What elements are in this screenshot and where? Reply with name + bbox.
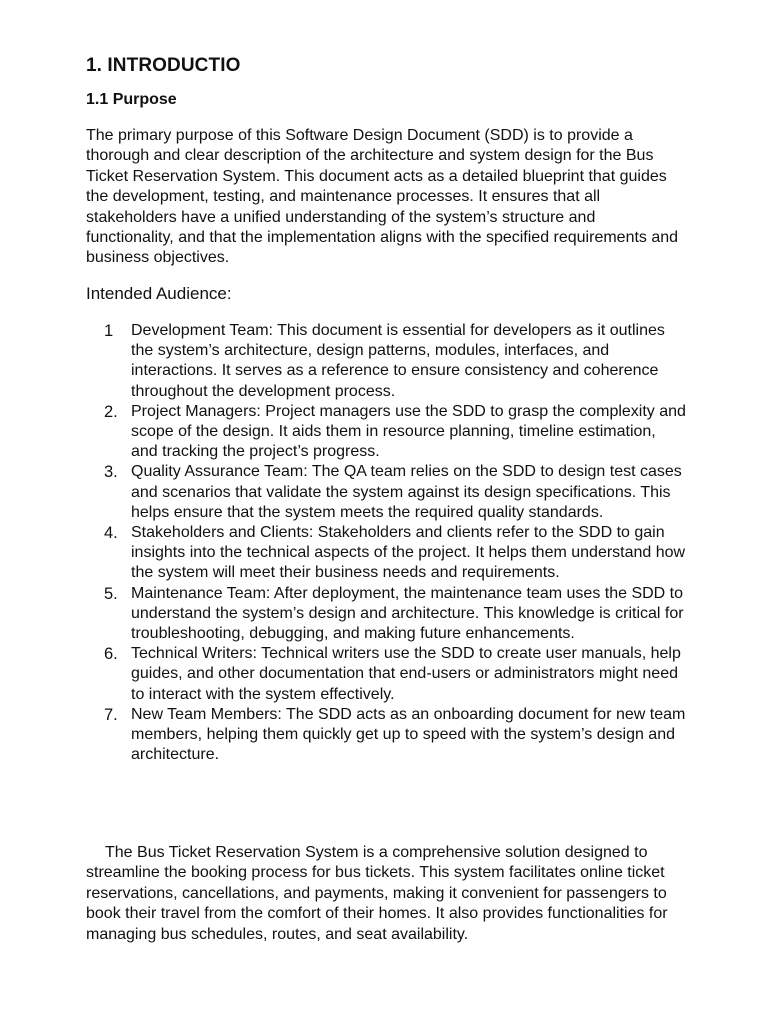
purpose-paragraph: The primary purpose of this Software Design Document (SDD) is to provide a thorough and clear description of the architecture and system design for the Bus Ticket Reservation System. This document acts as a detailed blueprint that guides the development, testing, and maintenance processes. It ensures that all stakeholders have a unified understanding of the system’s structure and functionality, and that the implementation aligns with the specified requirements and business objectives. bbox=[86, 127, 679, 267]
list-item-number: 6. bbox=[104, 645, 118, 664]
list-item bbox=[86, 321, 686, 402]
list-item-text: Project Managers: Project managers use the SDD to grasp the complexity and scope of the design. It aids them in resource planning, timeline estimation, and tracking the project’s progress. bbox=[131, 402, 686, 461]
list-item-number: 3. bbox=[104, 463, 118, 482]
list-item-number: 7. bbox=[104, 705, 118, 724]
list-item bbox=[86, 644, 686, 705]
list-item-number: 5. bbox=[104, 584, 118, 603]
list-item-text: Quality Assurance Team: The QA team relies on the SDD to design test cases and scenarios that validate the system against its design specifications. This helps ensure that the system meets the required quality standards. bbox=[131, 463, 682, 521]
list-item-text: Maintenance Team: After deployment, the maintenance team uses the SDD to understand the system’s design and architecture. This knowledge is critical for troubleshooting, debugging, and making future enhancements. bbox=[131, 584, 684, 643]
closing-paragraph: The Bus Ticket Reservation System is a comprehensive solution designed to streamline the booking process for bus tickets. This system facilitates online ticket reservations, cancellations, and payments, making it convenient for passengers to book their travel from the comfort of their homes. It also provides functionalities for managing bus schedules, routes, and seat availability. bbox=[86, 844, 668, 943]
audience-label: Intended Audience: bbox=[86, 284, 232, 303]
list-item-number: 2. bbox=[104, 402, 118, 421]
list-item bbox=[86, 402, 686, 463]
list-item bbox=[86, 462, 686, 523]
audience-list bbox=[86, 321, 686, 765]
section-heading: 1. INTRODUCTIO bbox=[86, 55, 241, 76]
list-item-number: 1 bbox=[104, 322, 114, 340]
list-item-number: 4. bbox=[104, 524, 118, 543]
list-item-text: New Team Members: The SDD acts as an onboarding document for new team members, helping them quickly get up to speed with the system’s design and architecture. bbox=[131, 705, 686, 764]
list-item bbox=[86, 523, 686, 584]
list-item bbox=[86, 584, 686, 645]
list-item-text: Stakeholders and Clients: Stakeholders and clients refer to the SDD to gain insights into the technical aspects of the project. It helps them understand how the system will meet their business needs and requirements. bbox=[131, 524, 686, 582]
list-item bbox=[86, 705, 686, 766]
list-item-text: Technical Writers: Technical writers use the SDD to create user manuals, help guides, and other documentation that end-users or administrators might need to interact with the system effectively. bbox=[131, 645, 681, 703]
list-item-text: Development Team: This document is essential for developers as it outlines the system’s architecture, design patterns, modules, interfaces, and interactions. It serves as a reference to ensure consistency and coherence throughout the development process. bbox=[131, 322, 665, 400]
subsection-heading: 1.1 Purpose bbox=[86, 91, 177, 108]
